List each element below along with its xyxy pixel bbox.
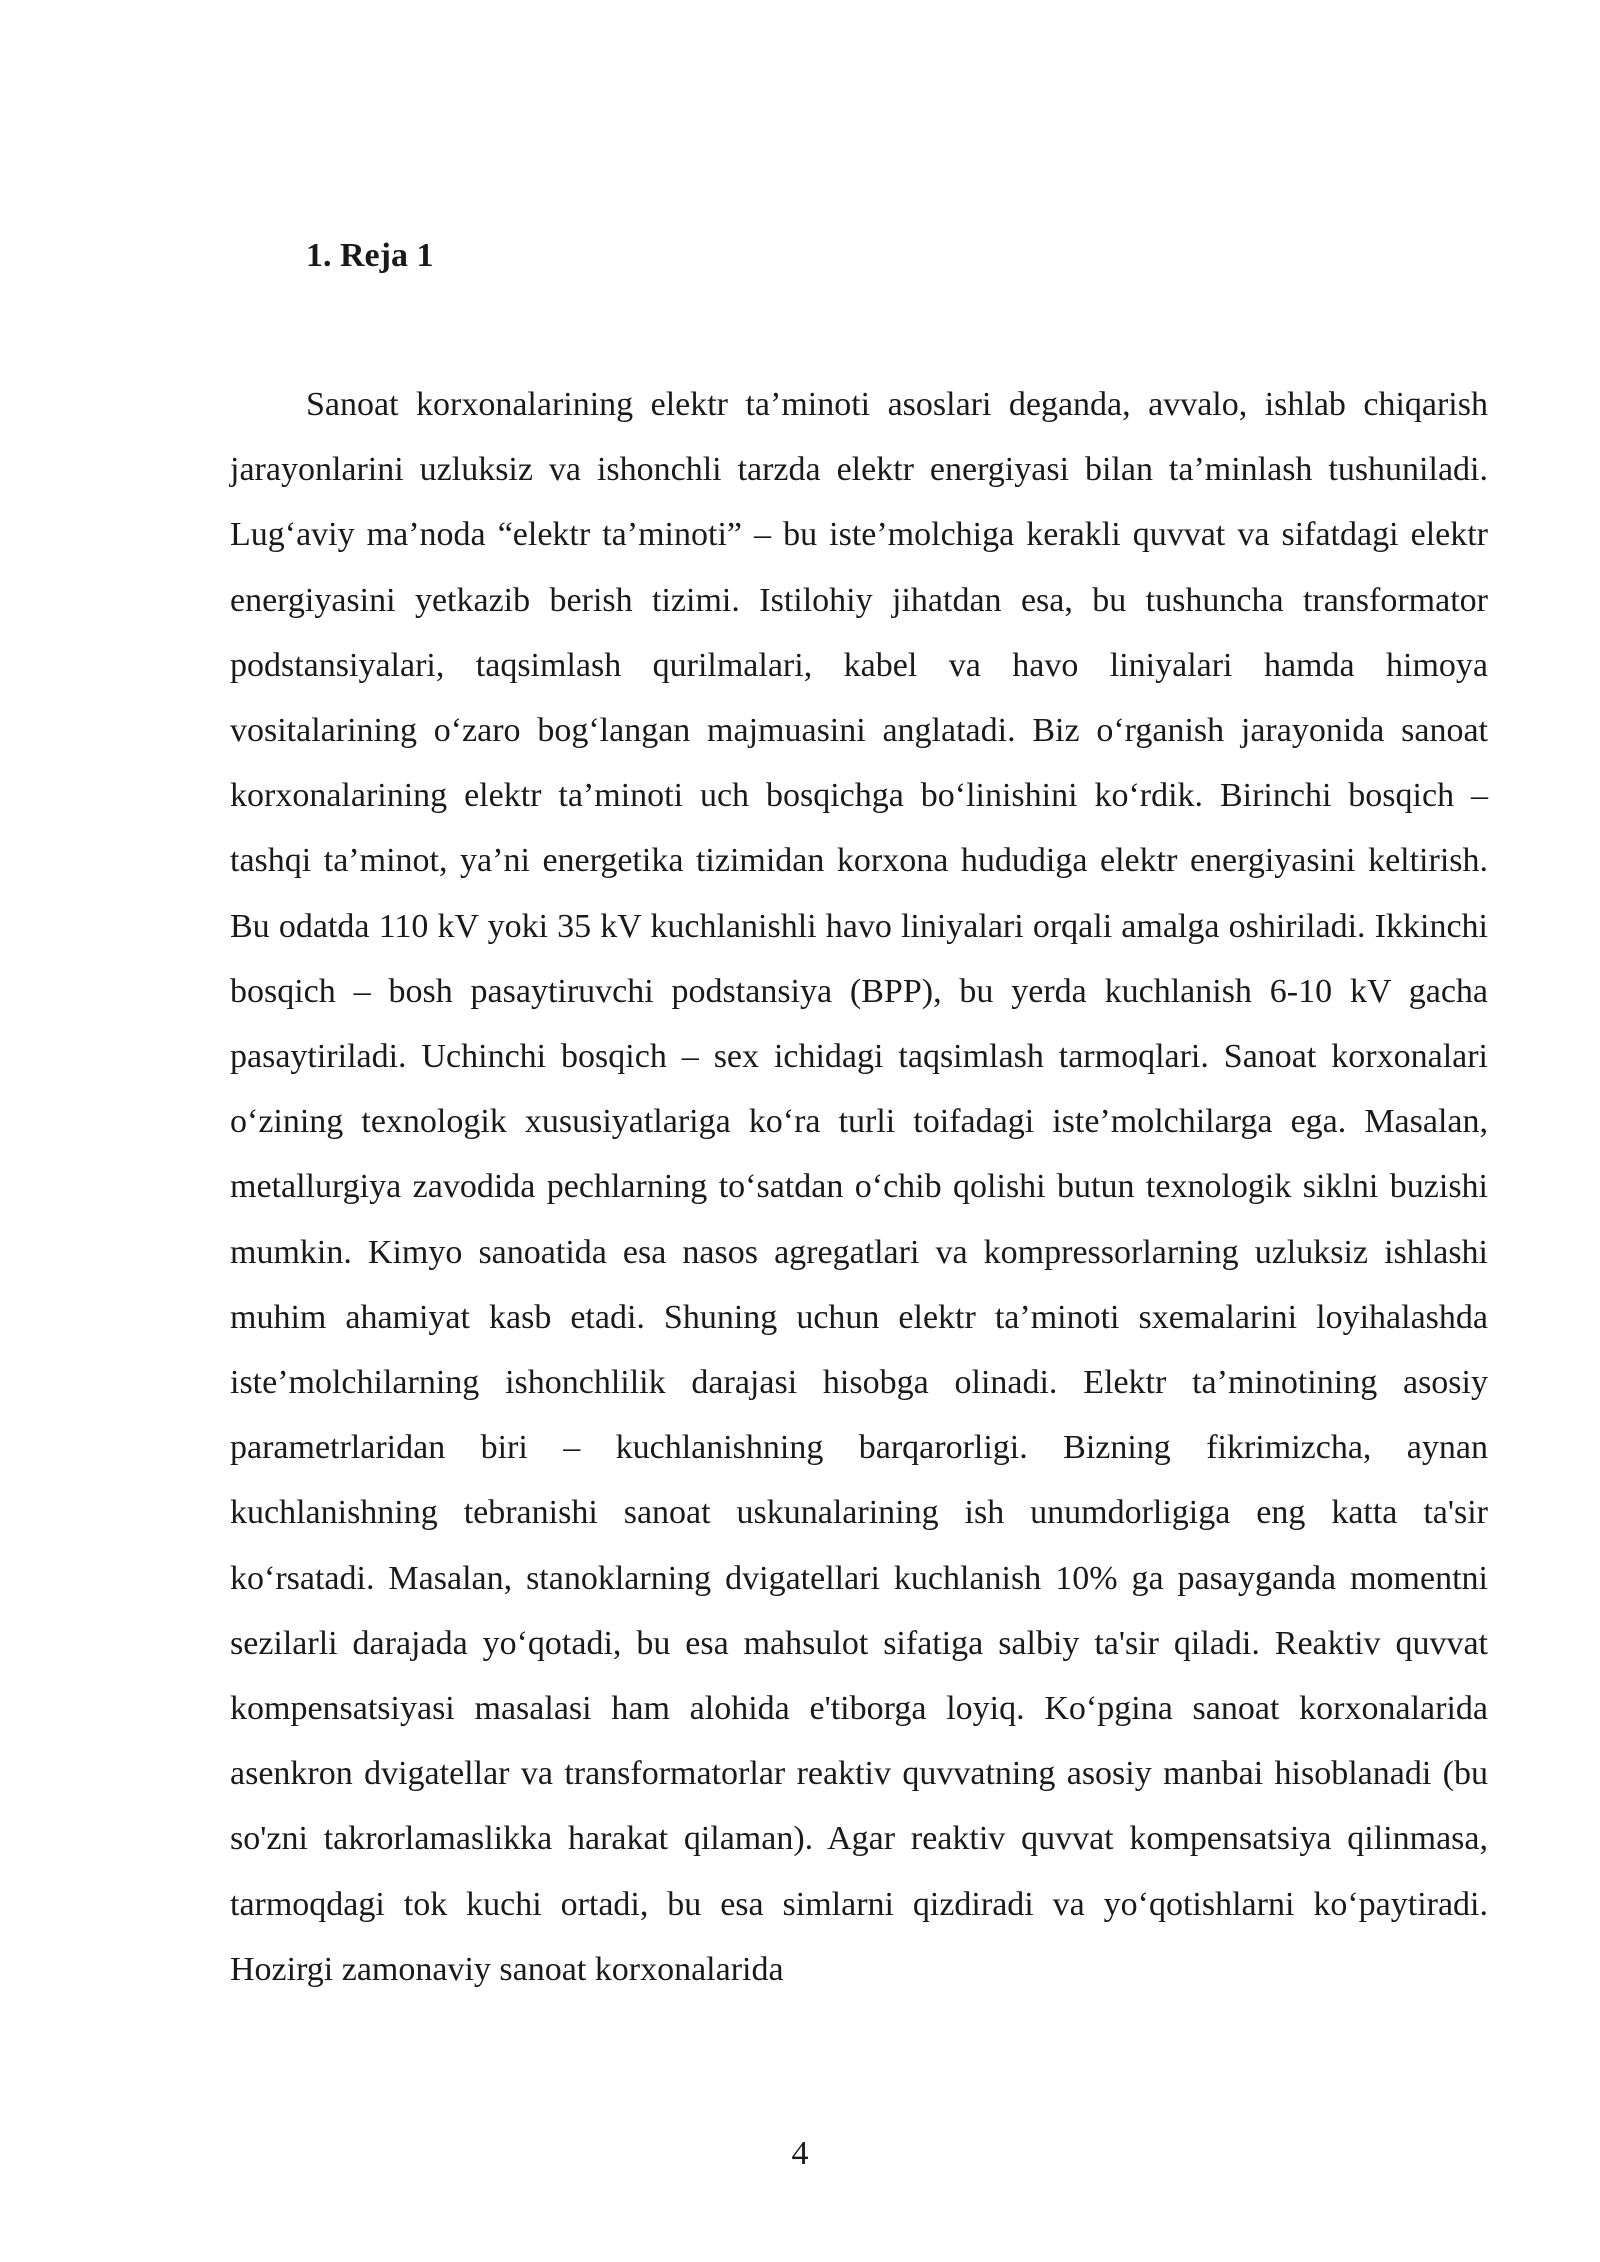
page-number: 4: [791, 2135, 809, 2172]
section-heading: 1. Reja 1: [306, 237, 434, 274]
body-paragraph: Sanoat korxonalarining elektr ta’minoti asoslari deganda, avvalo, ishlab chiqarish jarayonlarini uzluksiz va ishonchli tarzda elektr energiyasi bilan ta’minlash tushuniladi. Lug‘aviy ma’noda “elektr ta’minoti” – bu iste’molchiga kerakli quvvat va sifatdagi elektr energiyasini yetkazib berish tizimi. Istilohiy jihatdan esa, bu tushuncha transformator podstansiyalari, taqsimlash qurilmalari, kabel va havo liniyalari hamda himoya vositalarining o‘zaro bog‘langan majmuasini anglatadi. Biz o‘rganish jarayonida sanoat korxonalarining elektr ta’minoti uch bosqichga bo‘linishini ko‘rdik. Birinchi bosqich – tashqi ta’minot, ya’ni energetika tizimidan korxona hududiga elektr energiyasini keltirish. Bu odatda 110 kV yoki 35 kV kuchlanishli havo liniyalari orqali amalga oshiriladi. Ikkinchi bosqich – bosh pasaytiruvchi podstansiya (BPP), bu yerda kuchlanish 6-10 kV gacha pasaytiriladi. Uchinchi bosqich – sex ichidagi taqsimlash tarmoqlari. Sanoat korxonalari o‘zining texnologik xususiyatlariga ko‘ra turli toifadagi iste’molchilarga ega. Masalan, metallurgiya zavodida pechlarning to‘satdan o‘chib qolishi butun texnologik siklni buzishi mumkin. Kimyo sanoatida esa nasos agregatlari va kompressorlarning uzluksiz ishlashi muhim ahamiyat kasb etadi. Shuning uchun elektr ta’minoti sxemalarini loyihalashda iste’molchilarning ishonchlilik darajasi hisobga olinadi. Elektr ta’minotining asosiy parametrlaridan biri – kuchlanishning barqarorligi. Bizning fikrimizcha, aynan kuchlanishning tebranishi sanoat uskunalarining ish unumdorligiga eng katta ta'sir ko‘rsatadi. Masalan, stanoklarning dvigatellari kuchlanish 10% ga pasayganda momentni sezilarli darajada yo‘qotadi, bu esa mahsulot sifatiga salbiy ta'sir qiladi. Reaktiv quvvat kompensatsiyasi masalasi ham alohida e'tiborga loyiq. Ko‘pgina sanoat korxonalarida asenkron dvigatellar va transformatorlar reaktiv quvvatning asosiy manbai hisoblanadi (bu so'zni takrorlamaslikka harakat qilaman). Agar reaktiv quvvat kompensatsiya qilinmasa, tarmoqdagi tok kuchi ortadi, bu esa simlarni qizdiradi va yo‘qotishlarni ko‘paytiradi. Hozirgi zamonaviy sanoat korxonalarida: [230, 386, 1488, 1988]
